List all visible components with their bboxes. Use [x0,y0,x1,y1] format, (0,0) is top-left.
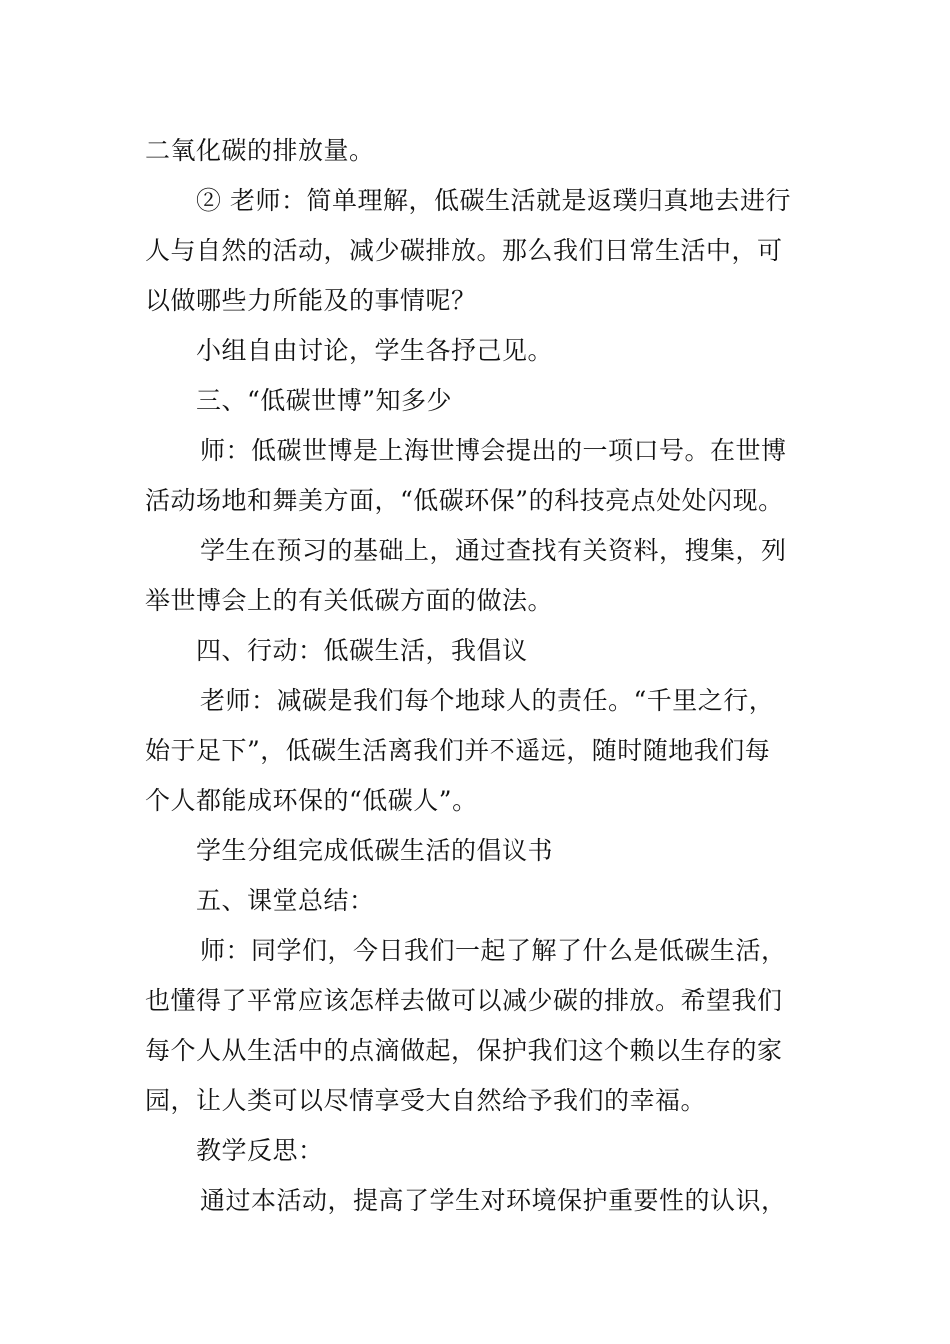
text-line-19: 每个人从生活中的点滴做起，保护我们这个赖以生存的家 [145,1036,783,1065]
text-line-7: 师：低碳世博是上海世博会提出的一项口号。在世博 [200,436,787,465]
section-heading-4: 四、行动：低碳生活，我倡议 [196,636,528,665]
section-heading-reflection: 教学反思： [196,1136,324,1165]
text-line-5: 小组自由讨论，学生各抒己见。 [196,336,554,365]
text-line-20: 园，让人类可以尽情享受大自然给予我们的幸福。 [145,1086,707,1115]
text-line-13: 始于足下”，低碳生活离我们并不遥远，随时随地我们每 [145,736,771,765]
section-heading-5: 五、课堂总结： [196,886,375,915]
text-line-18: 也懂得了平常应该怎样去做可以减少碳的排放。希望我们 [145,986,783,1015]
text-line-22: 通过本活动，提高了学生对环境保护重要性的认识， [200,1186,787,1215]
text-line-9: 学生在预习的基础上，通过查找有关资料，搜集，列 [200,536,787,565]
text-line-2: ② 老师：简单理解，低碳生活就是返璞归真地去进行 [196,186,791,215]
text-line-14: 个人都能成环保的“低碳人”。 [145,786,478,815]
text-line-12: 老师：减碳是我们每个地球人的责任。“千里之行， [200,686,775,715]
section-heading-3: 三、“低碳世博”知多少 [196,386,453,415]
text-line-1: 二氧化碳的排放量。 [145,136,375,165]
text-line-17: 师：同学们，今日我们一起了解了什么是低碳生活， [200,936,787,965]
text-line-4: 以做哪些力所能及的事情呢？ [145,286,477,315]
text-line-3: 人与自然的活动，减少碳排放。那么我们日常生活中，可 [145,236,783,265]
text-line-8: 活动场地和舞美方面，“低碳环保”的科技亮点处处闪现。 [145,486,784,515]
text-line-10: 举世博会上的有关低碳方面的做法。 [145,586,554,615]
text-line-15: 学生分组完成低碳生活的倡议书 [196,836,554,865]
